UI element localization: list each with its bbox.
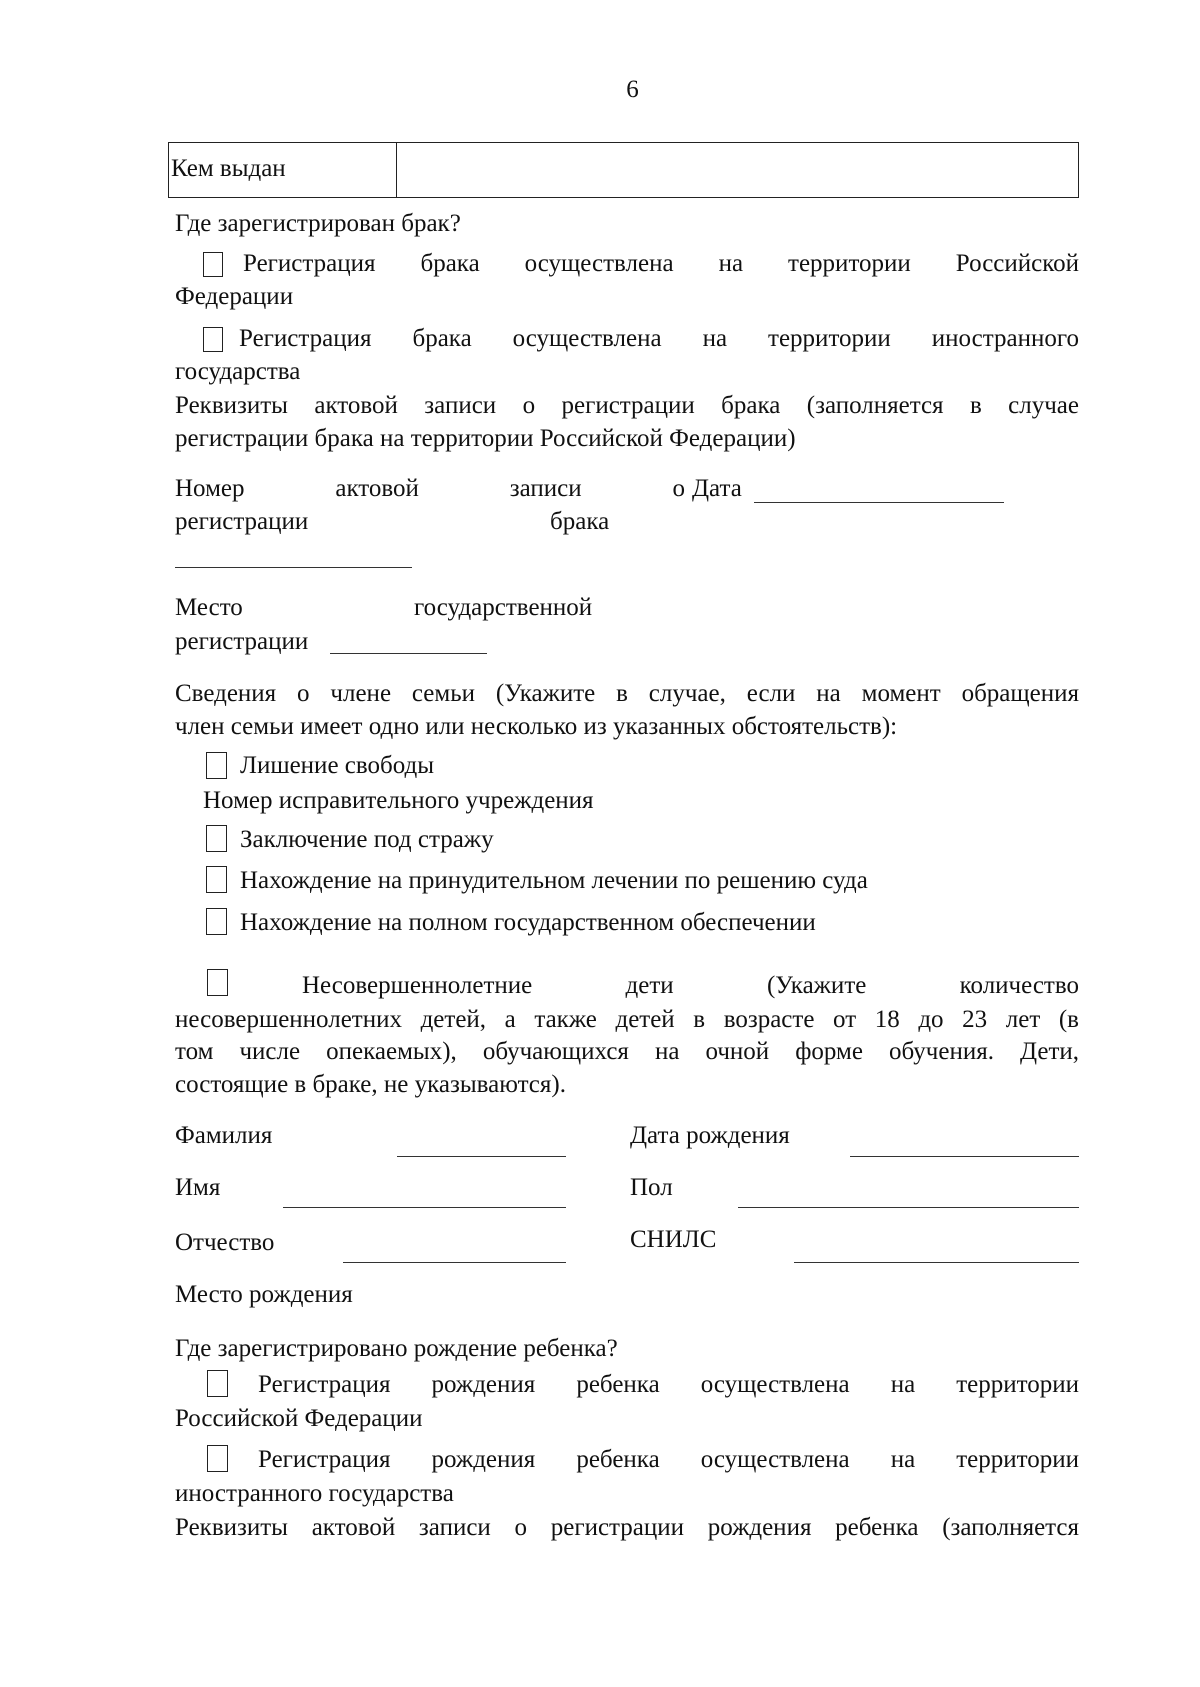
state-support-label: Нахождение на полном государственном обеспечении	[240, 909, 816, 936]
birth-rf-checkbox[interactable]	[207, 1370, 228, 1397]
family-intro-2: член семьи имеет одно или несколько из указанных обстоятельств):	[175, 713, 898, 740]
marriage-date-field[interactable]	[754, 501, 1004, 503]
record-number-label: Номер актовой записи о	[175, 475, 685, 502]
institution-number-label: Номер исправительного учреждения	[203, 787, 594, 814]
place-label-2: государственной	[414, 594, 593, 621]
marriage-foreign-text: Регистрация брака осуществлена на территории иностранного	[239, 325, 1079, 352]
marriage-foreign-checkbox[interactable]	[203, 327, 223, 352]
family-intro-1: Сведения о члене семьи (Укажите в случае, если на момент обращения	[175, 680, 1079, 707]
birth-rf-text: Регистрация рождения ребенка осуществлена на территории	[258, 1371, 1079, 1398]
issued-by-field[interactable]	[397, 143, 1078, 197]
birth-requisites: Реквизиты актовой записи о регистрации рождения ребенка (заполняется	[175, 1514, 1079, 1541]
sex-label: Пол	[630, 1174, 673, 1201]
marriage-option-rf	[203, 248, 1079, 280]
children-line4: состоящие в браке, не указываются).	[175, 1071, 566, 1098]
issued-by-table	[168, 142, 1079, 198]
marriage-rf-checkbox[interactable]	[203, 252, 223, 277]
custody-checkbox[interactable]	[206, 825, 227, 852]
name-label: Имя	[175, 1174, 221, 1201]
place-label-3: регистрации	[175, 628, 309, 655]
deprivation-label: Лишение свободы	[240, 752, 435, 779]
surname-field[interactable]	[397, 1155, 566, 1157]
children-checkbox[interactable]	[207, 969, 228, 996]
patronymic-field[interactable]	[343, 1261, 566, 1263]
deprivation-checkbox[interactable]	[206, 752, 227, 779]
snils-label: СНИЛС	[630, 1226, 717, 1253]
state-support-checkbox[interactable]	[206, 908, 227, 935]
birth-date-label: Дата рождения	[630, 1122, 790, 1149]
surname-label: Фамилия	[175, 1122, 273, 1149]
marriage-rf-text-2: Федерации	[175, 283, 294, 310]
place-field[interactable]	[330, 652, 487, 654]
children-line3: том числе опекаемых), обучающихся на очной форме обучения. Дети,	[175, 1038, 1079, 1065]
birth-reg-question: Где зарегистрировано рождение ребенка?	[175, 1335, 618, 1362]
marriage-question: Где зарегистрирован брак?	[175, 210, 461, 237]
marriage-foreign-text-2: государства	[175, 358, 301, 385]
birth-foreign-checkbox[interactable]	[207, 1445, 228, 1472]
patronymic-label: Отчество	[175, 1229, 275, 1256]
record-number-field[interactable]	[175, 566, 412, 568]
marriage-option-foreign	[203, 323, 1079, 355]
place-label-1: Место	[175, 594, 243, 621]
marriage-date-label-2: брака	[550, 508, 610, 535]
name-field[interactable]	[283, 1206, 566, 1208]
marriage-requisites-2: регистрации брака на территории Российской Федерации)	[175, 425, 796, 452]
birth-foreign-text-2: иностранного государства	[175, 1480, 454, 1507]
sex-field[interactable]	[738, 1206, 1079, 1208]
issued-by-label: Кем выдан	[169, 143, 397, 197]
birth-date-field[interactable]	[850, 1155, 1079, 1157]
birth-place-label: Место рождения	[175, 1281, 353, 1308]
birth-rf-text-2: Российской Федерации	[175, 1405, 423, 1432]
record-number-label-2: регистрации	[175, 508, 309, 535]
marriage-rf-text: Регистрация брака осуществлена на территории Российской	[243, 250, 1079, 277]
children-line2: несовершеннолетних детей, а также детей в возрасте от 18 до 23 лет (в	[175, 1006, 1079, 1033]
snils-field[interactable]	[794, 1261, 1079, 1263]
birth-foreign-text: Регистрация рождения ребенка осуществлена на территории	[258, 1446, 1079, 1473]
treatment-label: Нахождение на принудительном лечении по решению суда	[240, 867, 868, 894]
marriage-requisites-1: Реквизиты актовой записи о регистрации брака (заполняется в случае	[175, 392, 1079, 419]
page-number: 6	[626, 76, 639, 103]
treatment-checkbox[interactable]	[206, 866, 227, 893]
custody-label: Заключение под стражу	[240, 826, 494, 853]
children-option-line1: Несовершеннолетние дети (Укажите количество	[302, 972, 1079, 999]
marriage-date-label: Дата	[692, 475, 742, 502]
